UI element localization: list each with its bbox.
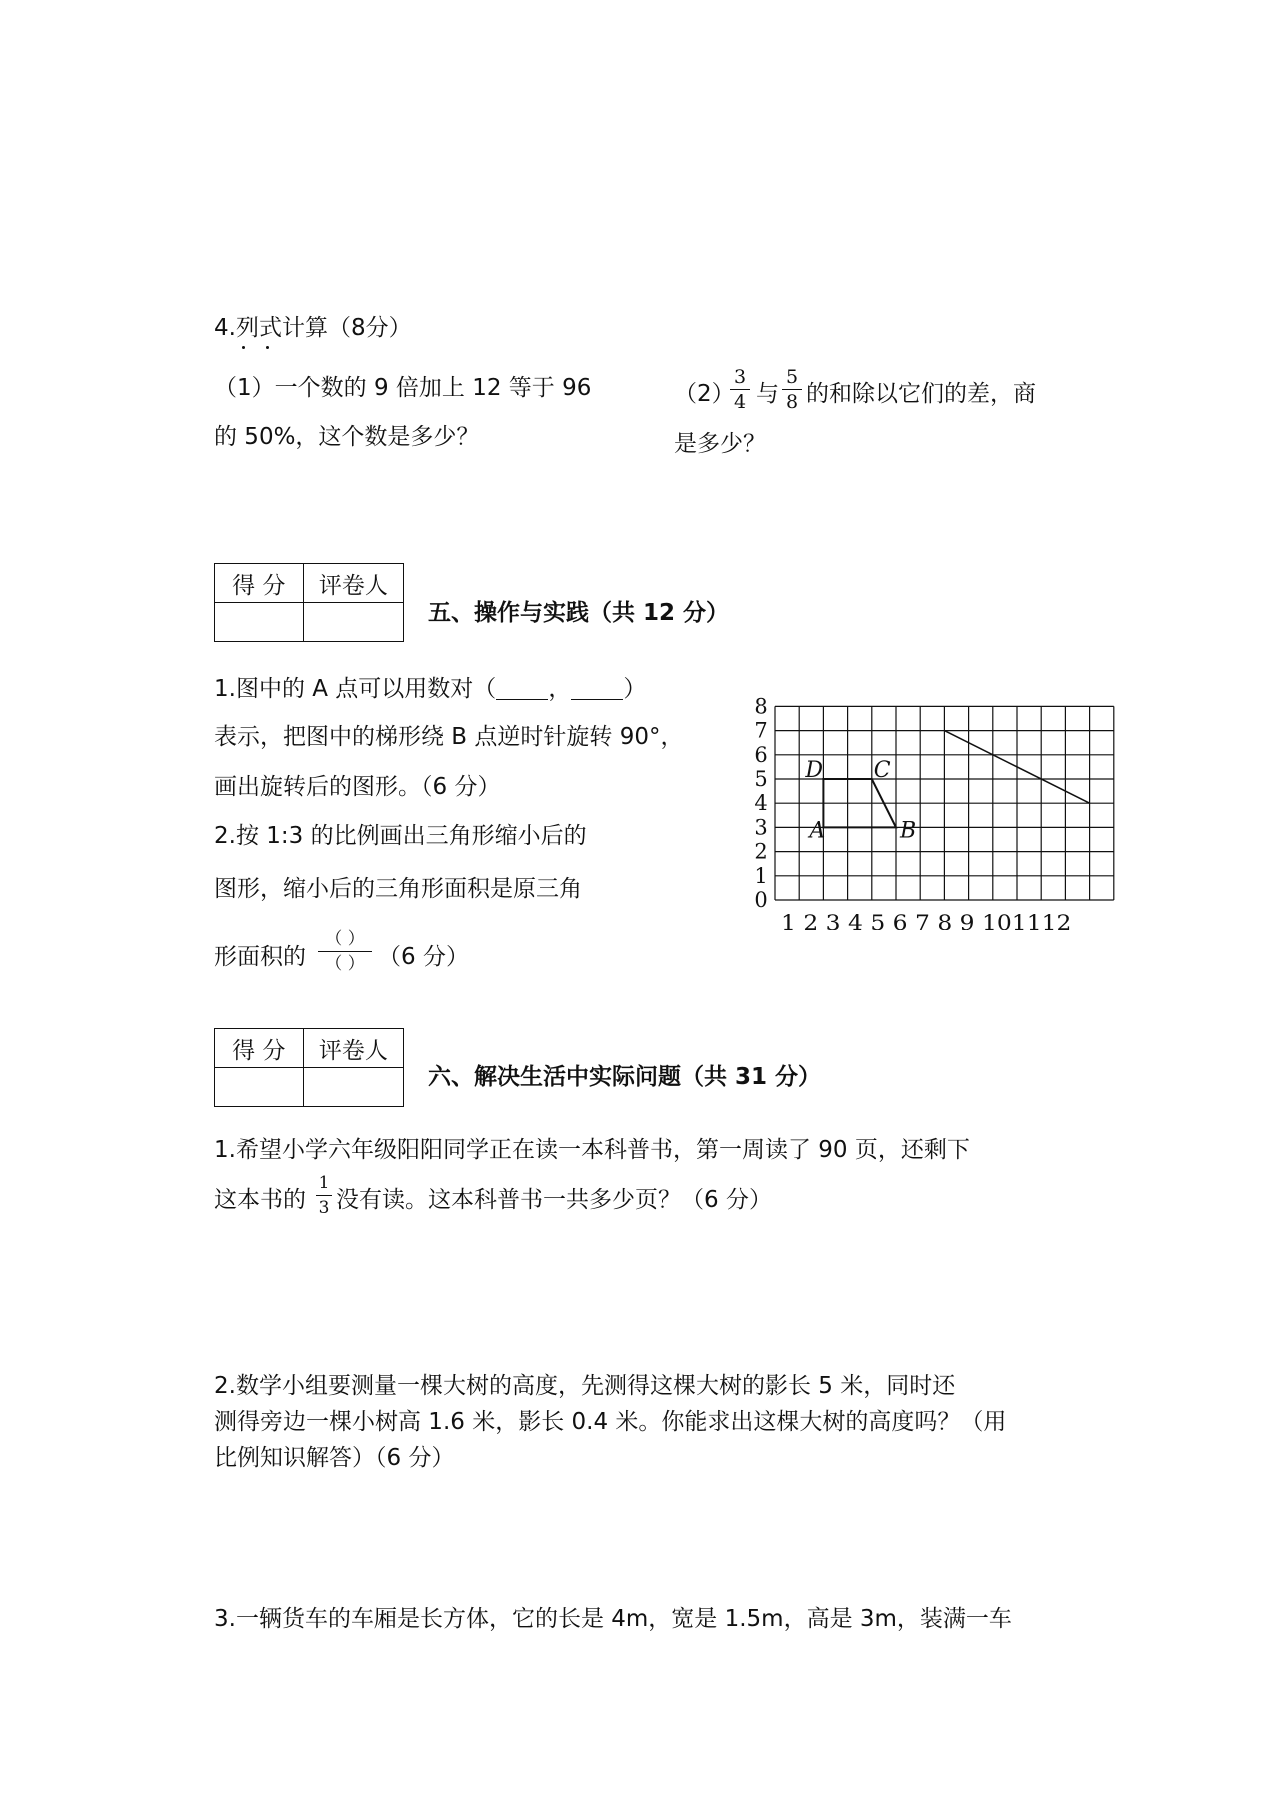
answer-blank-x[interactable]: [496, 677, 548, 700]
y-tick-label: 2: [754, 839, 768, 864]
s6-q2-line2: 测得旁边一棵小树高 1.6 米，影长 0.4 米。你能求出这棵大树的高度吗？（用: [214, 1409, 1007, 1435]
q4-header: 4.列式计算（8分）: [214, 315, 412, 341]
y-tick-label: 7: [754, 718, 768, 743]
score-label: 得 分: [215, 564, 304, 603]
q4-part1-line2: 的 50%，这个数是多少？: [214, 424, 480, 450]
point-label-c: C: [873, 758, 891, 783]
section6-title: 六、解决生活中实际问题（共 31 分）: [428, 1064, 822, 1090]
y-tick-label: 1: [754, 863, 768, 888]
x-tick-labels: 1 2 3 4 5 6 7 8 9 101112: [781, 911, 1072, 930]
s5-q1-comma: ，: [548, 676, 572, 702]
fraction-5-8: 5 8: [782, 366, 802, 413]
q4-part2-suffix: 的和除以它们的差，商: [806, 381, 1036, 407]
q4-part2-prefix: （2）: [674, 381, 735, 407]
y-tick-label: 8: [754, 694, 768, 719]
s5-q1-line1: [214, 675, 646, 703]
s6-q2-line1: 2.数学小组要测量一棵大树的高度，先测得这棵大树的影长 5 米，同时还: [214, 1373, 956, 1399]
y-tick-label: 5: [754, 767, 768, 791]
s5-q2-line2: 图形，缩小后的三角形面积是原三角: [214, 876, 582, 902]
score-cell[interactable]: [215, 1068, 304, 1107]
s6-q1-line1: 1.希望小学六年级阳阳同学正在读一本科普书，第一周读了 90 页，还剩下: [214, 1137, 970, 1163]
point-label-d: D: [805, 758, 824, 783]
grader-label: 评卷人: [303, 1029, 403, 1068]
s5-q1-text-b: ）: [623, 676, 647, 702]
s5-q1-line3: 画出旋转后的图形。（6 分）: [214, 774, 501, 800]
s6-q3-line1: 3.一辆货车的车厢是长方体，它的长是 4m，宽是 1.5m，高是 3m，装满一车: [214, 1606, 1012, 1632]
q4-part2-and: 与: [756, 381, 779, 407]
y-tick-label: 4: [754, 791, 768, 816]
score-label: 得 分: [215, 1029, 304, 1068]
point-label-a: A: [809, 818, 826, 844]
s5-q2-line3-suffix: （6 分）: [378, 944, 469, 970]
score-table-section5: [214, 563, 404, 642]
grader-label: 评卷人: [303, 564, 403, 603]
score-table-section6: [214, 1028, 404, 1107]
s6-q1-line2-suffix: 没有读。这本科普书一共多少页？（6 分）: [336, 1187, 772, 1213]
q4-part1-line1: （1）一个数的 9 倍加上 12 等于 96: [214, 375, 592, 401]
s5-q1-line2: 表示，把图中的梯形绕 B 点逆时针旋转 90°，: [214, 724, 684, 750]
s5-q1-text-a: 1.图中的 A 点可以用数对（: [214, 676, 497, 702]
y-tick-label: 0: [754, 888, 768, 912]
coordinate-grid: [720, 690, 1140, 930]
emphasis-dot: [242, 346, 245, 349]
grader-cell[interactable]: [303, 603, 403, 642]
answer-fraction[interactable]: （ ） （ ）: [318, 928, 372, 975]
q4-part2-line2: 是多少？: [674, 431, 766, 457]
s6-q2-line3: 比例知识解答）（6 分）: [214, 1445, 455, 1471]
y-tick-label: 6: [754, 742, 768, 767]
s6-q1-line2-prefix: 这本书的: [214, 1187, 306, 1213]
grader-cell[interactable]: [303, 1068, 403, 1107]
point-label-b: B: [900, 818, 917, 844]
y-tick-label: 3: [754, 815, 768, 840]
fraction-1-3: 1 3: [316, 1172, 332, 1219]
fraction-3-4: 3 4: [730, 366, 750, 413]
emphasis-dot: [266, 346, 269, 349]
s5-q2-line3-prefix: 形面积的: [214, 944, 306, 970]
s5-q2-line1: 2.按 1:3 的比例画出三角形缩小后的: [214, 823, 587, 849]
score-cell[interactable]: [215, 603, 304, 642]
answer-blank-y[interactable]: [571, 677, 623, 700]
section5-title: 五、操作与实践（共 12 分）: [428, 600, 730, 626]
